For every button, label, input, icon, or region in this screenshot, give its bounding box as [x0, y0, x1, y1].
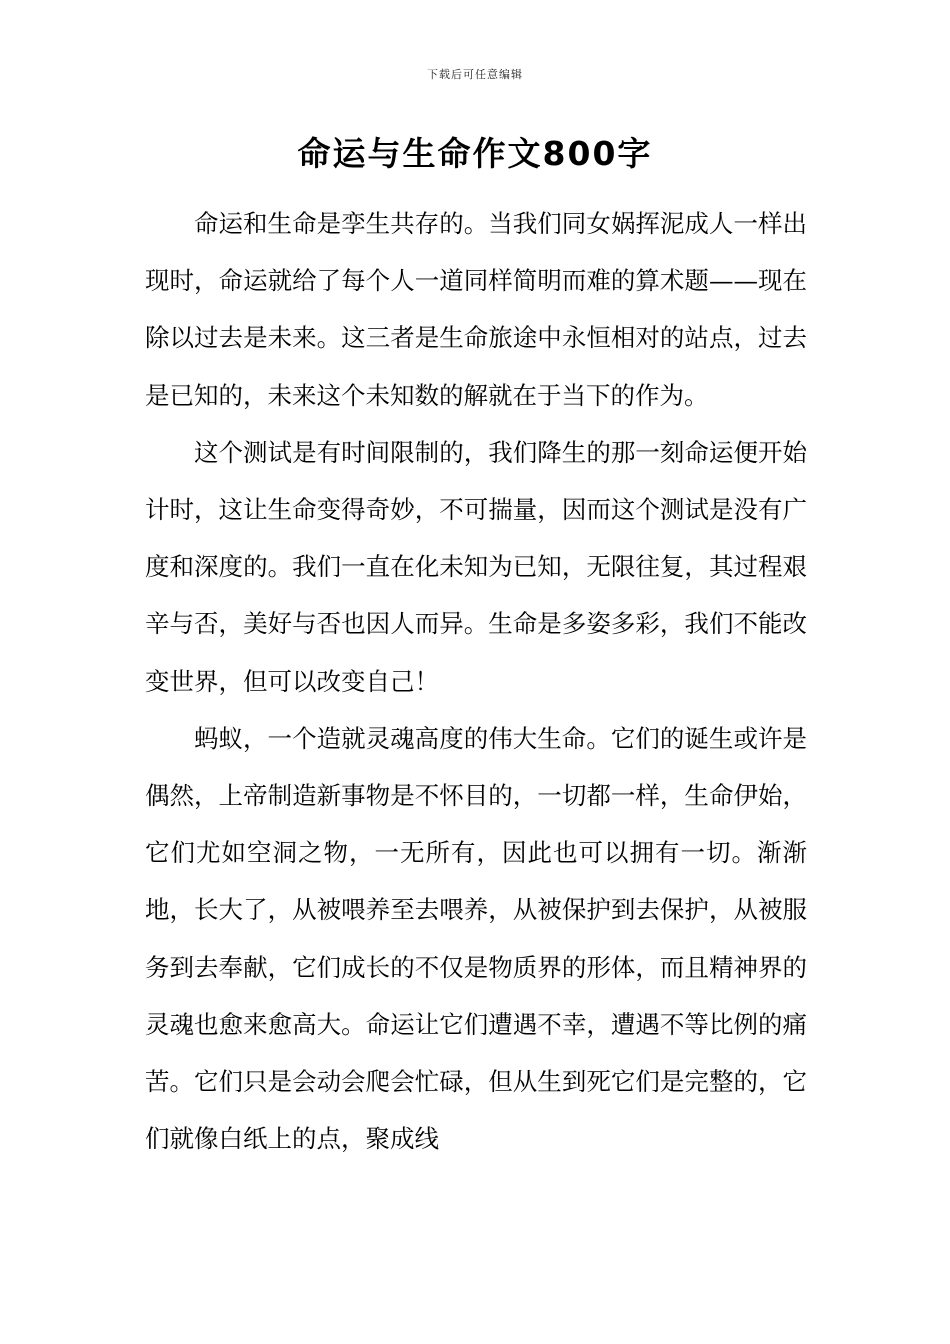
paragraph: 蚂蚁，一个造就灵魂高度的伟大生命。它们的诞生或许是偶然，上帝制造新事物是不怀目的，一切都一样，生命伊始，它们尤如空洞之物，一无所有，因此也可以拥有一切。渐渐地，长大了，从被喂养至去喂养，从被保护到去保护，从被服务到去奉献，它们成长的不仅是物质界的形体，而且精神界的灵魂也愈来愈高大。命运让它们遭遇不幸，遭遇不等比例的痛苦。它们只是会动会爬会忙碌，但从生到死它们是完整的，它们就像白纸上的点，聚成线	[145, 723, 807, 1154]
article-body	[145, 195, 807, 1167]
page-title: 命运与生命作文800字	[297, 134, 653, 173]
header-note: 下载后可任意编辑	[427, 68, 523, 81]
paragraph: 命运和生命是孪生共存的。当我们同女娲挥泥成人一样出现时，命运就给了每个人一道同样简明而难的算术题——现在除以过去是未来。这三者是生命旅途中永恒相对的站点，过去是已知的，未来这个未知数的解就在于当下的作为。	[145, 209, 807, 410]
paragraph: 这个测试是有时间限制的，我们降生的那一刻命运便开始计时，这让生命变得奇妙，不可揣量，因而这个测试是没有广度和深度的。我们一直在化未知为已知，无限往复，其过程艰辛与否，美好与否也因人而异。生命是多姿多彩，我们不能改变世界，但可以改变自己！	[145, 437, 807, 696]
